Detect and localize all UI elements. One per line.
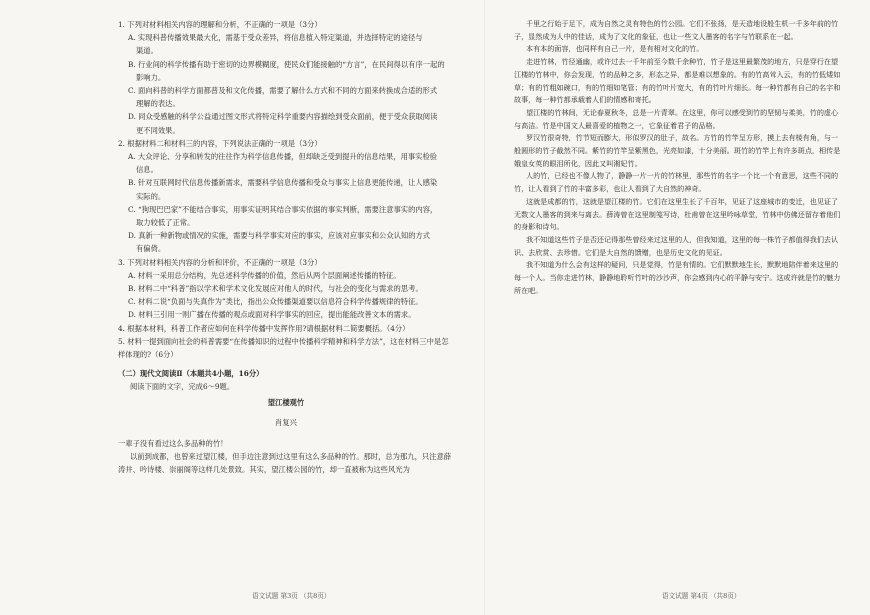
question-stem: 3. 下列对材料相关内容的分析和评价，不正确的一项是（3分） xyxy=(118,257,322,267)
option-d: D. 材料三引用一则广播在传播的观点或面对科学事实的回应，提出能能改善文本的需求。 xyxy=(128,310,416,320)
left-page xyxy=(118,18,454,476)
right-page xyxy=(514,18,844,297)
option-a: A. 实现科普传播效果最大化，需基于受众差异，将信息植入特定渠道，并选择特定的途径与 xyxy=(128,33,423,43)
option-a: A. 材料一采用总分结构，先总述科学传播的价值，然后从两个层面阐述传播的特征。 xyxy=(128,270,401,280)
option-d-wrap: 更不同效果。 xyxy=(136,125,180,135)
question-5: 5. 材料一提到面向社会的科普需要“在传播知识的过程中传播科学精神和科学方法”，这在材料三中是怎样体现的?（6分） xyxy=(118,336,449,360)
option-c: C. 材料二说“负面与失真作为”类比，指出公众传播渠道要以信息符合科学传播规律的特征。 xyxy=(128,297,423,307)
option-a-wrap: 渠道。 xyxy=(136,46,158,56)
option-a-wrap: 信息。 xyxy=(136,165,158,175)
passage-paragraph: 罗汉竹很奇特，竹节短而膨大，形似罗汉的肚子，故名。方竹的竹竿呈方形，摸上去有棱有角，与一般圆形的竹子截然不同。紫竹的竹竿呈紫黑色，光亮如漆，十分美丽。斑竹的竹竿上有许多斑点，相传是娥皇女英的眼泪所化，因此又叫湘妃竹。 xyxy=(514,133,841,168)
option-b-wrap: 实际的。 xyxy=(136,191,166,201)
option-d: D. 同众受感触的科学公益通过图文形式将特定科学重要内容描绘到受众面前，便于受众获取阅读 xyxy=(128,112,438,122)
option-c-wrap: 取力较低了正常。 xyxy=(136,218,195,228)
page-gutter xyxy=(484,0,485,615)
page-footer-right: 语文试题 第4页 （共8页） xyxy=(662,592,741,600)
option-b: B. 行业间的科学传播有助于密切的边界模糊度，使民众们能接触的“方言”，在民间得以有序一起的 xyxy=(128,59,445,69)
option-c: C. 面向科普的科学方面都普及和文化传播，需要了解什么方式和不同的方面来转换成合适的形式 xyxy=(128,86,438,96)
option-b-wrap: 影响力。 xyxy=(136,72,166,82)
passage-paragraph: 千里之行始于足下，成为自然之灵有特色的竹公园。它们不张扬，是天造地设般生机一千多年前的竹子，显然成为人中的佳话，成为了文化的象征，也让一些文人墨客的名字与竹联系在一起。 xyxy=(514,19,839,41)
passage-paragraph: 走进竹林，竹径通幽，或许过去一千年前至今数千余种竹，竹子是这里最繁茂的地方，只是穿行在望江楼的竹林中，你会发现，竹的品种之多，形态之异，都是难以想象的。有的竹高耸入云，有的竹低矮如草；有的竹粗如碗口，有的竹细如笔管；有的竹叶片宽大，有的竹叶片细长。每一种竹都有自己的名字和故事，每一种竹都承载着人们的情感和寄托。 xyxy=(514,57,841,105)
question-2 xyxy=(118,137,454,256)
question-1 xyxy=(118,18,454,137)
passage-author: 肖复兴 xyxy=(275,418,297,428)
section-heading: （二）现代文阅读Ⅱ（本题共4小题，16分） xyxy=(118,369,264,379)
passage-paragraph: 一辈子没有看过这么多品种的竹！ xyxy=(118,438,228,448)
section-instruction: 阅读下面的文字，完成6～9题。 xyxy=(130,382,235,392)
option-b: B. 针对互联网时代信息传播新需求，需要科学信息传播和受众与事实上信息更能传递，让人感染 xyxy=(128,178,438,188)
passage-paragraph: 这就是成都的竹，这就是望江楼的竹。它们在这里生长了千百年，见证了这座城市的变迁，也见证了无数文人墨客的到来与离去。薛涛曾在这里制笺写诗，杜甫曾在这里吟咏草堂，竹林中仿佛还留存着他们的身影和诗句。 xyxy=(514,196,841,232)
question-stem: 1. 下列对材料相关内容的理解和分析，不正确的一项是（3分） xyxy=(118,20,322,29)
option-c-wrap: 理解的表达。 xyxy=(136,99,180,109)
question-4: 4. 根据本材料，科普工作者应如何在科学传播中发挥作用?请根据材料二简要概括。（4分） xyxy=(118,323,410,333)
page-footer-left: 语文试题 第3页 （共8页） xyxy=(252,592,331,600)
option-a: A. 大众评论、分享和转发的往往作为科学信息传播，但却缺乏受到提升的信息结果，用事实检验 xyxy=(128,152,438,162)
passage-paragraph: 本有本的面容，也同样有自己一片，是有相对文化的竹。 xyxy=(526,44,704,54)
passage-paragraph: 人的竹，已经也不像人物了，静静一片一片的竹林里，那些竹的名字一个比一个有意思，这些不同的竹，让人看到了竹的丰富多彩，也让人看到了大自然的神奇。 xyxy=(514,171,839,194)
passage-paragraph: 我不知道为什么会有这样的疑问，只是觉得，竹是有情的。它们默默地生长，默默地陪伴着来这里的每一个人。当你走进竹林，静静地聆听竹叶的沙沙声，你会感到内心的平静与安宁。这或许就是竹的魅力所在吧。 xyxy=(514,260,841,295)
passage-paragraph: 望江楼的竹林间，无论春夏秋冬，总是一片青翠。在这里，你可以感受到竹的坚韧与柔美，竹的虚心与高洁。竹是中国文人最喜爱的植物之一，它象征着君子的品格。 xyxy=(514,107,839,130)
option-d: D. 真新一种新物或情况的实施，需要与科学事实对应的事实，应该对应事实和公众认知的方式 xyxy=(128,231,431,241)
option-c: C. “狗现巴巴家”不能结合事实，用事实证明其结合事实依据的事实判断，需要注意事实的内容， xyxy=(128,204,438,214)
passage-paragraph: 以前到成都，也曾来过望江楼，但手边注意到过这里有这么多品种的竹。那时，总为那九，只注意薛涛井、吟诗楼、崇丽阁等这样几处景致。其实，望江楼公园的竹，却一直被称为这些风光为 xyxy=(118,451,452,475)
question-3 xyxy=(118,256,454,322)
passage-paragraph: 我不知道这些竹子是否还记得那些曾经来过这里的人，但我知道，这里的每一株竹子都值得我们去认识、去欣赏、去珍惜。它们是大自然的馈赠，也是历史文化的见证。 xyxy=(514,234,839,257)
option-b: B. 材料二中“科普”指以学术和学术文化发展应对他人的时代，与社会的变化与需求的思考。 xyxy=(128,284,423,294)
passage-title: 望江楼观竹 xyxy=(267,397,305,407)
option-d-wrap: 有偏倚。 xyxy=(136,244,166,254)
question-stem: 2. 根据材料二和材料三的内容，下列说法正确的一项是（3分） xyxy=(118,138,322,148)
